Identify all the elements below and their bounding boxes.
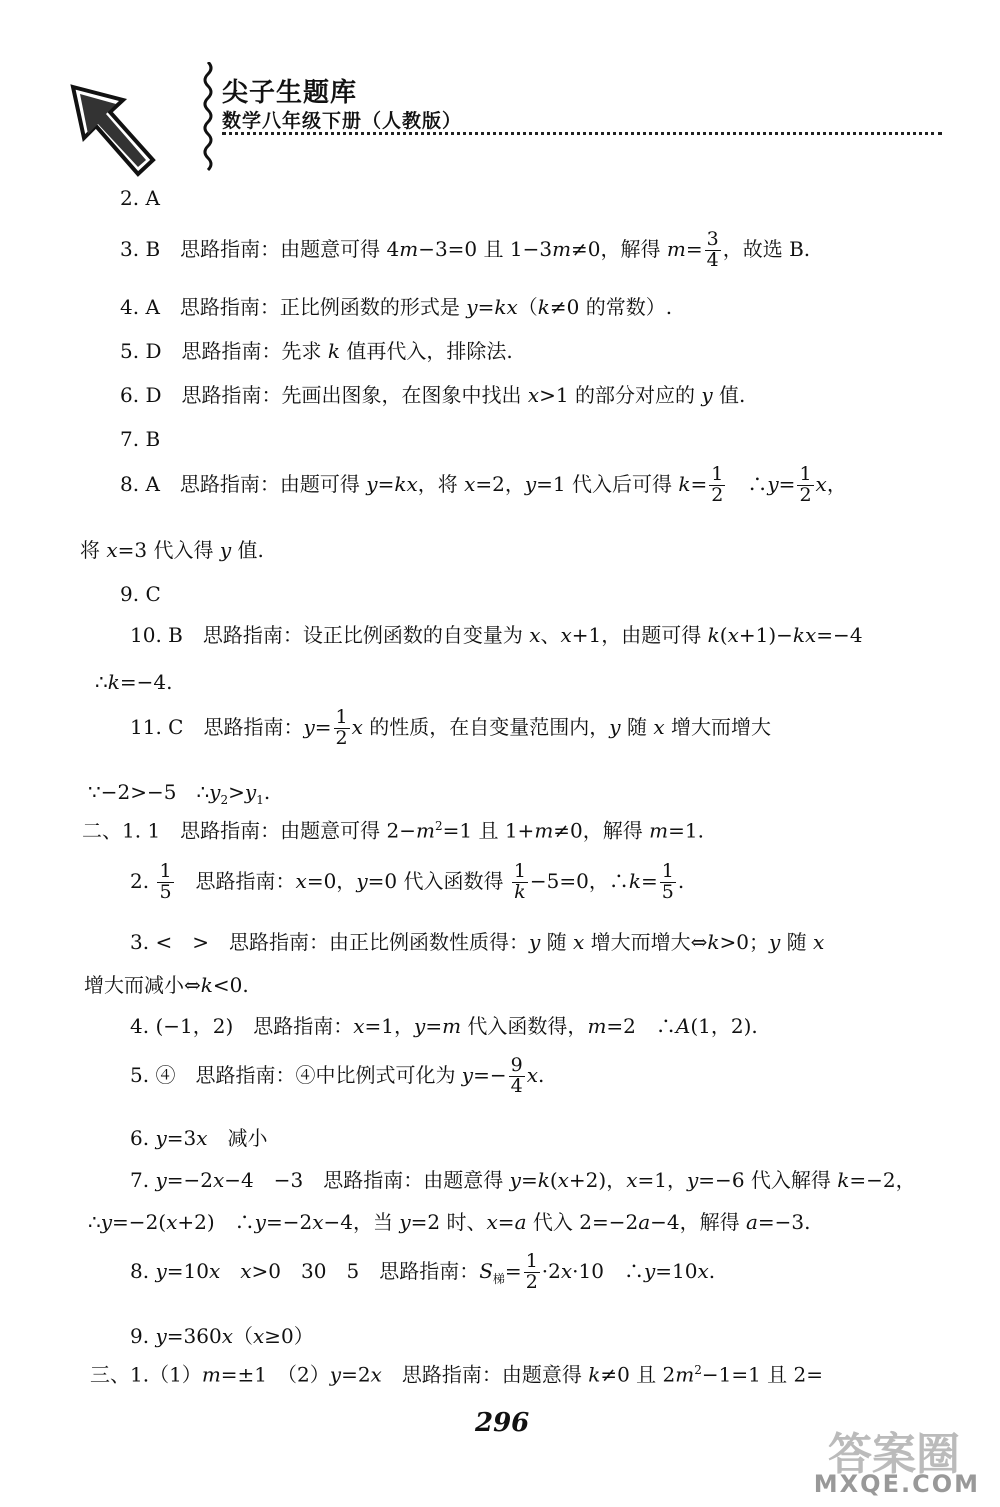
watermark-logo: 答案圈: [828, 1429, 960, 1480]
page-number: 296: [475, 1408, 530, 1438]
wavy-divider-icon: [200, 62, 216, 172]
book-title: 尖子生题库: [222, 78, 358, 108]
answer-line: 三、1.（1）m=±1 （2）y=2x 思路指南：由题意得 k≠0 且 $2m^2-1=1$ 且 2=: [90, 1362, 824, 1387]
answer-line: 将 x=3 代入得 y 值.: [80, 538, 264, 562]
arrow-icon: [68, 82, 158, 177]
answer-line: 增大而减小⇔k<0.: [84, 973, 249, 997]
answer-line: 9. C: [120, 582, 161, 606]
answer-line: 二、1. 1 思路指南：由题意可得 $2-m^2=1$ 且 1+m≠0，解得 m=1.: [82, 818, 704, 843]
answer-line: 5. D 思路指南：先求 k 值再代入，排除法.: [120, 339, 513, 363]
page-header: [60, 62, 900, 172]
answer-line: 9. y=360x（x≥0）: [130, 1324, 314, 1348]
answer-line: 10. B 思路指南：设正比例函数的自变量为 x、x+1，由题可得 k(x+1)−kx=−4: [130, 623, 863, 647]
answer-line: 4. A 思路指南：正比例函数的形式是 y=kx（k≠0 的常数）.: [120, 295, 673, 319]
answer-line: ∵−2>−5 $\therefore y_2>y_1$.: [88, 780, 271, 807]
answer-line: 2. $\frac{1}{5}$ 思路指南：x=0，y=0 代入函数得 $\frac{1}{k}$ −5=0，∴k= $\frac{1}{5}$ .: [130, 860, 685, 903]
answer-line: 8. A 思路指南：由题可得 y=kx，将 x=2，y=1 代入后可得 k= $\frac{1}{2}$ ∴y= $\frac{1}{2}$ x，: [120, 463, 847, 506]
answer-line: 3. < > 思路指南：由正比例函数性质得：y 随 x 增大而增大⇔k>0；y 随 x: [130, 930, 825, 954]
answer-line: 5. ④ 思路指南：④中比例式可化为 y=− $\frac{9}{4}$ x.: [130, 1054, 545, 1097]
answer-line: 3. B 思路指南：由题意可得 4m−3=0 且 1−3m≠0，解得 m= $\frac{3}{4}$ ，故选 B.: [120, 228, 811, 271]
answer-line: 2. A: [120, 186, 160, 210]
answer-line: 6. D 思路指南：先画出图象，在图象中找出 x>1 的部分对应的 y 值.: [120, 383, 746, 407]
header-dotted-rule: [222, 132, 942, 135]
answer-line: 4. (−1，2) 思路指南：x=1，y=m 代入函数得，m=2 ∴A(1，2).: [130, 1014, 758, 1038]
book-subtitle: 数学八年级下册（人教版）: [222, 110, 463, 132]
answer-line: 7. y=−2x−4 −3 思路指南：由题意得 y=k(x+2)，x=1，y=−6 代入解得 k=−2，: [130, 1168, 916, 1192]
answer-line: ∴y=−2(x+2) ∴y=−2x−4，当 y=2 时、x=a 代入 2=−2a−4，解得 a=−3.: [88, 1210, 811, 1234]
answer-line: 6. y=3x 减小: [130, 1126, 268, 1150]
answer-line: 8. y=10x x>0 30 5 思路指南：$S_梯=$ $\frac{1}{2}$ ·2x·10 ∴y=10x.: [130, 1250, 716, 1293]
answer-line: ∴k=−4.: [95, 670, 173, 694]
answer-line: 7. B: [120, 427, 161, 451]
answer-line: 11. C 思路指南：y= $\frac{1}{2}$ x 的性质，在自变量范围内，y 随 x 增大而增大: [130, 706, 771, 749]
watermark-text: MXQE.COM: [813, 1470, 980, 1498]
